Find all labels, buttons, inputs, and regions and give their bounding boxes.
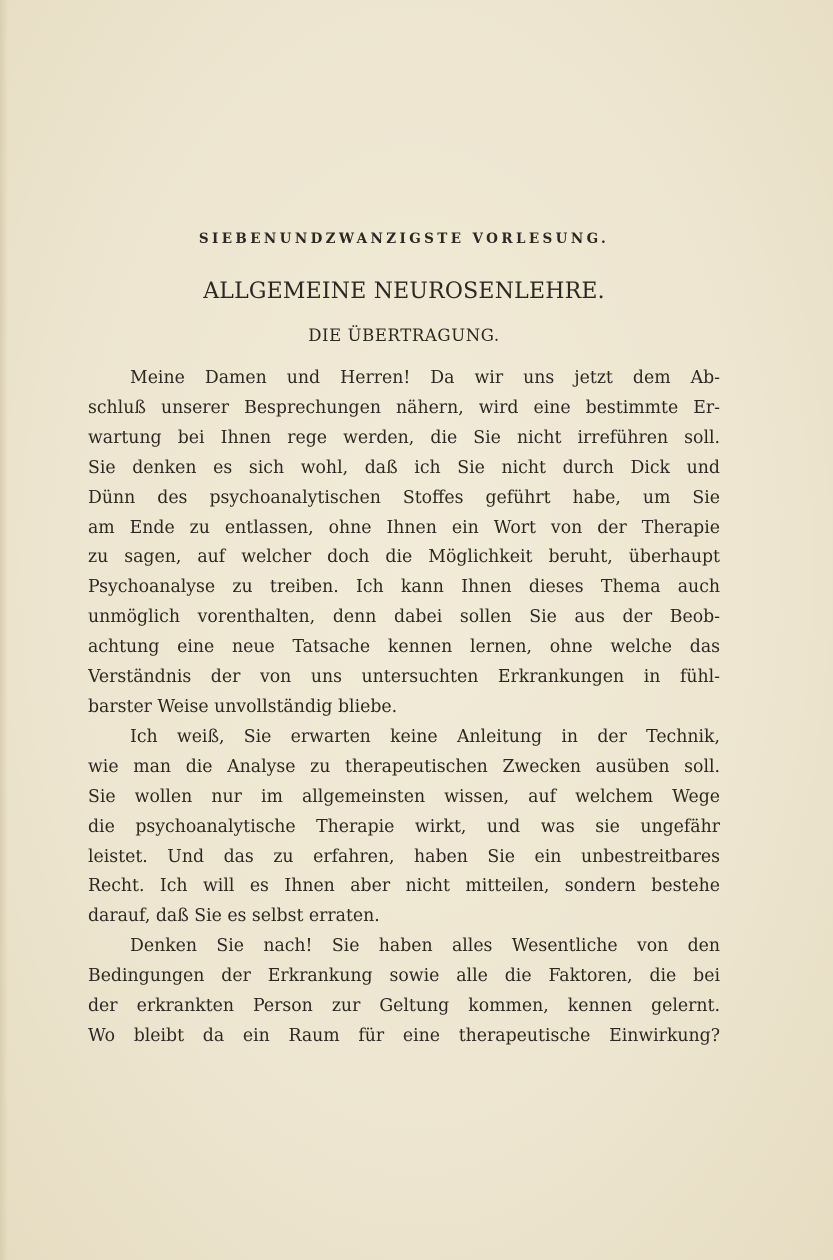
text-line: Verständnis der von uns untersuchten Erkrankungen in fühl- bbox=[88, 667, 720, 688]
text-line: Wo bleibt da ein Raum für eine therapeutische Einwirkung? bbox=[88, 1025, 720, 1046]
text-line: Meine Damen und Herren! Da wir uns jetzt dem Ab- bbox=[130, 368, 720, 388]
text-line: Denken Sie nach! Sie haben alles Wesentliche von den bbox=[130, 936, 720, 957]
page-binding-shadow bbox=[0, 0, 8, 1260]
text-line: der erkrankten Person zur Geltung kommen, kennen gelernt. bbox=[88, 996, 720, 1017]
paragraph bbox=[88, 723, 720, 932]
text-line: Psychoanalyse zu treiben. Ich kann Ihnen dieses Thema auch bbox=[88, 577, 720, 598]
text-line: achtung eine neue Tatsache kennen lernen, ohne welche das bbox=[88, 637, 720, 658]
section-title: DIE ÜBERTRAGUNG. bbox=[308, 326, 500, 345]
lecture-label: SIEBENUNDZWANZIGSTE VORLESUNG. bbox=[198, 231, 610, 247]
text-line: Dünn des psychoanalytischen Stoffes geführt habe, um Sie bbox=[88, 487, 720, 508]
text-line: die psychoanalytische Therapie wirkt, und was sie ungefähr bbox=[88, 816, 720, 837]
text-line: Bedingungen der Erkrankung sowie alle die Faktoren, die bei bbox=[88, 966, 720, 987]
paragraph bbox=[88, 364, 720, 723]
text-line: Sie wollen nur im allgemeinsten wissen, auf welchem Wege bbox=[88, 786, 720, 807]
page-content bbox=[88, 226, 720, 1052]
text-line: wie man die Analyse zu therapeutischen Zwecken ausüben soll. bbox=[88, 756, 720, 777]
text-line: wartung bei Ihnen rege werden, die Sie nicht irreführen soll. bbox=[88, 427, 720, 448]
text-line: leistet. Und das zu erfahren, haben Sie ein unbestreitbares bbox=[88, 846, 720, 867]
text-line: schluß unserer Besprechungen nähern, wird eine bestimmte Er- bbox=[88, 397, 720, 418]
text-line: Recht. Ich will es Ihnen aber nicht mitteilen, sondern bestehe bbox=[88, 876, 720, 897]
text-line: Sie denken es sich wohl, daß ich Sie nicht durch Dick und bbox=[88, 457, 720, 478]
body-text bbox=[88, 364, 720, 1052]
text-line: zu sagen, auf welcher doch die Möglichkeit beruht, überhaupt bbox=[88, 547, 720, 568]
text-line: am Ende zu entlassen, ohne Ihnen ein Wort von der Therapie bbox=[88, 517, 720, 538]
chapter-title: ALLGEMEINE NEUROSENLEHRE. bbox=[203, 279, 605, 304]
text-line: unmöglich vorenthalten, denn dabei sollen Sie aus der Beob- bbox=[88, 607, 720, 628]
text-line: darauf, daß Sie es selbst erraten. bbox=[88, 906, 380, 927]
text-line: barster Weise unvollständig bliebe. bbox=[88, 696, 398, 717]
text-line: Ich weiß, Sie erwarten keine Anleitung in der Technik, bbox=[130, 726, 720, 747]
paragraph bbox=[88, 932, 720, 1052]
